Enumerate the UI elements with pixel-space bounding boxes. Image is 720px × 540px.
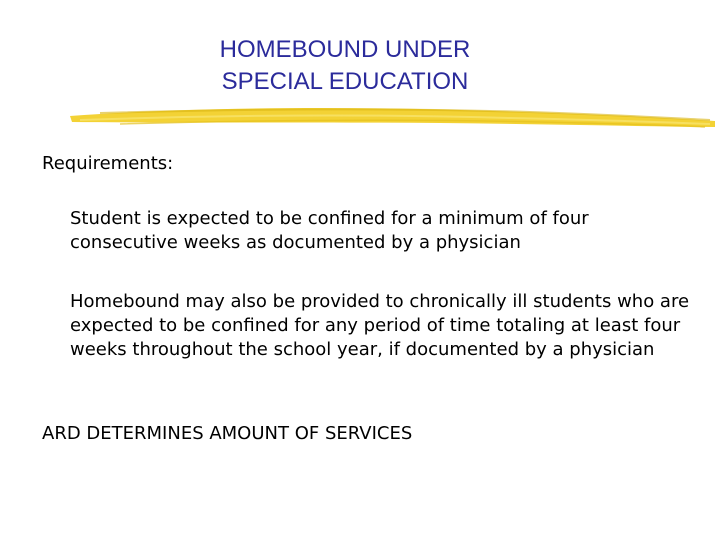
- requirements-heading: Requirements:: [42, 153, 174, 174]
- slide-title: [150, 34, 540, 98]
- closing-statement: ARD DETERMINES AMOUNT OF SERVICES: [42, 423, 413, 444]
- title-line-2: SPECIAL EDUCATION: [221, 68, 469, 95]
- title-underline-brushstroke: [60, 100, 720, 134]
- requirement-item-confinement: Student is expected to be confined for a minimum of four consecutive weeks as documented by a physician: [70, 208, 589, 253]
- title-line-1: HOMEBOUND UNDER: [219, 36, 471, 63]
- requirement-item-chronic-illness: Homebound may also be provided to chronically ill students who are expected to be confined for any period of time totaling at least four weeks throughout the school year, if documented by a physician: [70, 291, 690, 360]
